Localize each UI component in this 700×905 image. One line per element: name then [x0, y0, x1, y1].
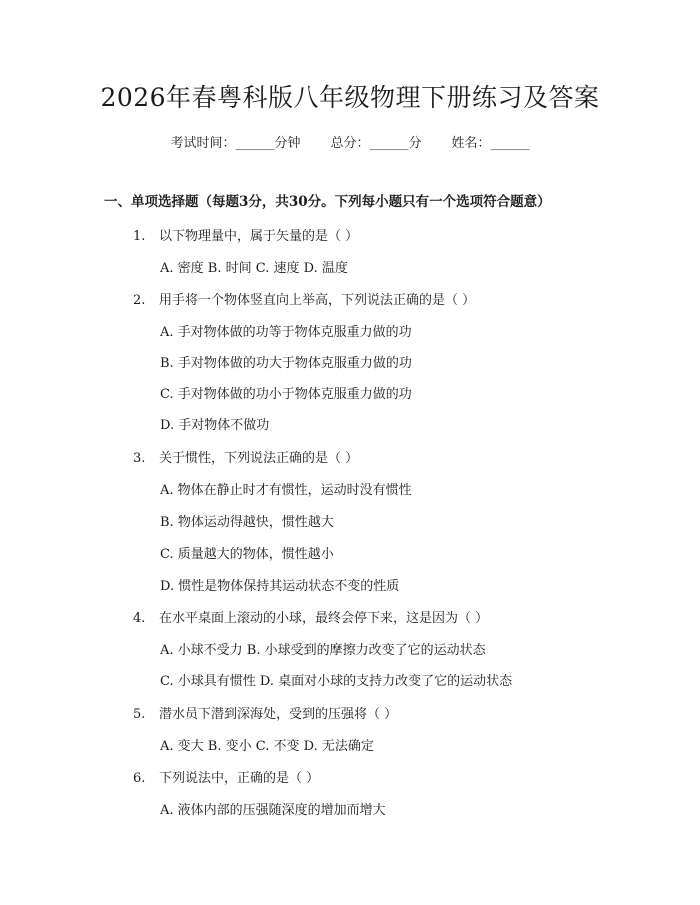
- question-4-options-ab: A. 小球不受力 B. 小球受到的摩擦力改变了它的运动状态: [160, 643, 486, 658]
- question-5-options: A. 变大 B. 变小 C. 不变 D. 无法确定: [160, 739, 374, 754]
- question-1: [133, 225, 358, 244]
- question-1-options: A. 密度 B. 时间 C. 速度 D. 温度: [160, 261, 348, 276]
- question-6-option-a: A. 液体内部的压强随深度的增加而增大: [160, 803, 386, 818]
- student-name-field: 姓名：______: [451, 136, 530, 151]
- question-2-option-a: A. 手对物体做的功等于物体克服重力做的功: [160, 325, 412, 340]
- question-3-option-a: A. 物体在静止时才有惯性，运动时没有惯性: [160, 483, 412, 498]
- question-text: 以下物理量中，属于矢量的是（ ）: [159, 229, 359, 244]
- question-text: 在水平桌面上滚动的小球，最终会停下来，这是因为（ ）: [159, 611, 489, 626]
- question-2: [133, 289, 475, 308]
- question-text: 用手将一个物体竖直向上举高，下列说法正确的是（ ）: [159, 293, 476, 308]
- question-2-option-d: D. 手对物体不做功: [160, 418, 270, 433]
- question-2-option-c: C. 手对物体做的功小于物体克服重力做的功: [160, 387, 412, 402]
- question-number: 2.: [133, 293, 146, 308]
- question-2-option-b: B. 手对物体做的功大于物体克服重力做的功: [160, 356, 412, 371]
- question-3: [133, 447, 358, 466]
- section-heading: 一、单项选择题（每题3分，共30分。下列每小题只有一个选项符合题意）: [104, 194, 551, 210]
- question-5: [133, 703, 397, 722]
- question-text: 关于惯性，下列说法正确的是（ ）: [159, 451, 359, 466]
- question-text: 下列说法中，正确的是（ ）: [159, 771, 320, 786]
- question-number: 4.: [133, 611, 146, 626]
- exam-time-field: 考试时间：______分钟: [170, 136, 301, 151]
- question-4: [133, 607, 488, 626]
- total-score-field: 总分：______分: [330, 136, 422, 151]
- question-3-option-c: C. 质量越大的物体，惯性越小: [160, 547, 334, 562]
- question-3-option-d: D. 惯性是物体保持其运动状态不变的性质: [160, 579, 400, 594]
- question-text: 潜水员下潜到深海处，受到的压强将（ ）: [159, 707, 398, 722]
- question-number: 3.: [133, 451, 146, 466]
- exam-info-row: [0, 132, 700, 151]
- question-4-options-cd: C. 小球具有惯性 D. 桌面对小球的支持力改变了它的运动状态: [160, 674, 513, 689]
- question-3-option-b: B. 物体运动得越快，惯性越大: [160, 515, 334, 530]
- question-6: [133, 767, 319, 786]
- question-number: 1.: [133, 229, 146, 244]
- question-number: 5.: [133, 707, 146, 722]
- question-number: 6.: [133, 771, 146, 786]
- page-title: 2026年春粤科版八年级物理下册练习及答案: [100, 83, 600, 112]
